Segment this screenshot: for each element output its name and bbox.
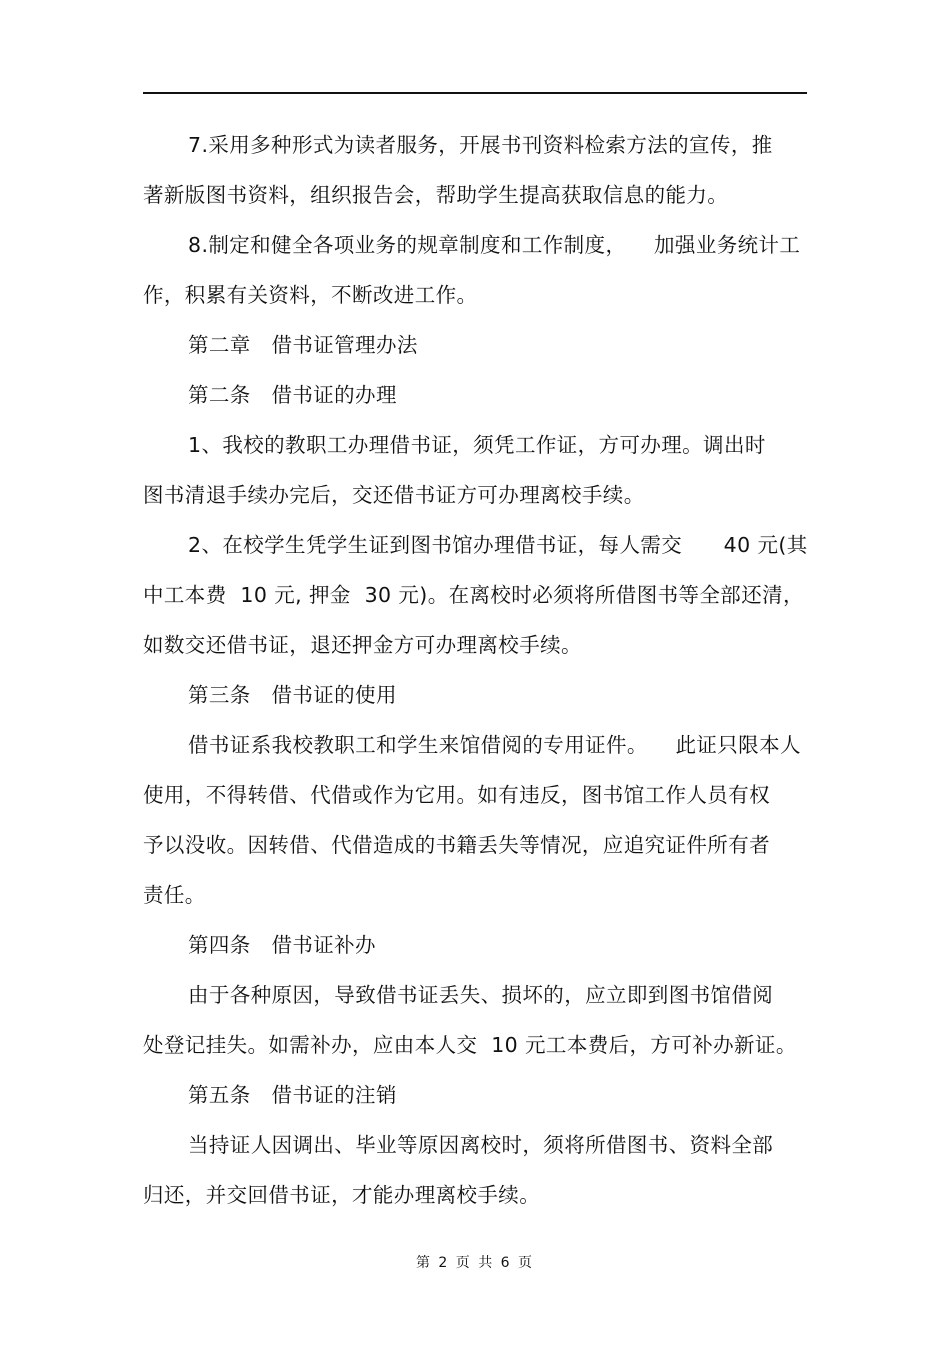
text-line: 2、在校学生凭学生证到图书馆办理借书证，每人需交 40 元(其	[188, 533, 808, 557]
text-line: 中工本费 10 元, 押金 30 元)。在离校时必须将所借图书等全部还清，	[143, 583, 804, 607]
page-number: 第 2 页 共 6 页	[415, 1255, 535, 1271]
text-line: 8.制定和健全各项业务的规章制度和工作制度， 加强业务统计工	[188, 233, 801, 257]
text-line: 处登记挂失。如需补办，应由本人交 10 元工本费后，方可补办新证。	[143, 1033, 797, 1057]
text-line: 图书清退手续办完后，交还借书证方可办理离校手续。	[143, 483, 645, 507]
text-line: 借书证系我校教职工和学生来馆借阅的专用证件。 此证只限本人	[188, 733, 801, 757]
text-line: 著新版图书资料，组织报告会，帮助学生提高获取信息的能力。	[143, 183, 729, 207]
text-line: 7.采用多种形式为读者服务，开展书刊资料检索方法的宣传，推	[188, 133, 773, 157]
text-line: 由于各种原因，导致借书证丢失、损坏的，应立即到图书馆借阅	[188, 983, 774, 1007]
article-heading: 第四条 借书证补办	[188, 933, 376, 957]
text-line: 予以没收。因转借、代借造成的书籍丢失等情况，应追究证件所有者	[143, 833, 770, 857]
text-line: 1、我校的教职工办理借书证，须凭工作证，方可办理。调出时	[188, 433, 766, 457]
text-line: 如数交还借书证，退还押金方可办理离校手续。	[143, 633, 582, 657]
chapter-heading: 第二章 借书证管理办法	[188, 333, 418, 357]
header-rule	[143, 92, 807, 94]
article-heading: 第五条 借书证的注销	[188, 1083, 397, 1107]
text-line: 责任。	[143, 883, 206, 907]
text-line: 当持证人因调出、毕业等原因离校时，须将所借图书、资料全部	[188, 1133, 774, 1157]
text-line: 使用，不得转借、代借或作为它用。如有违反，图书馆工作人员有权	[143, 783, 770, 807]
article-heading: 第三条 借书证的使用	[188, 683, 397, 707]
text-line: 归还，并交回借书证，才能办理离校手续。	[143, 1183, 541, 1207]
text-line: 作，积累有关资料，不断改进工作。	[143, 283, 478, 307]
article-heading: 第二条 借书证的办理	[188, 383, 397, 407]
